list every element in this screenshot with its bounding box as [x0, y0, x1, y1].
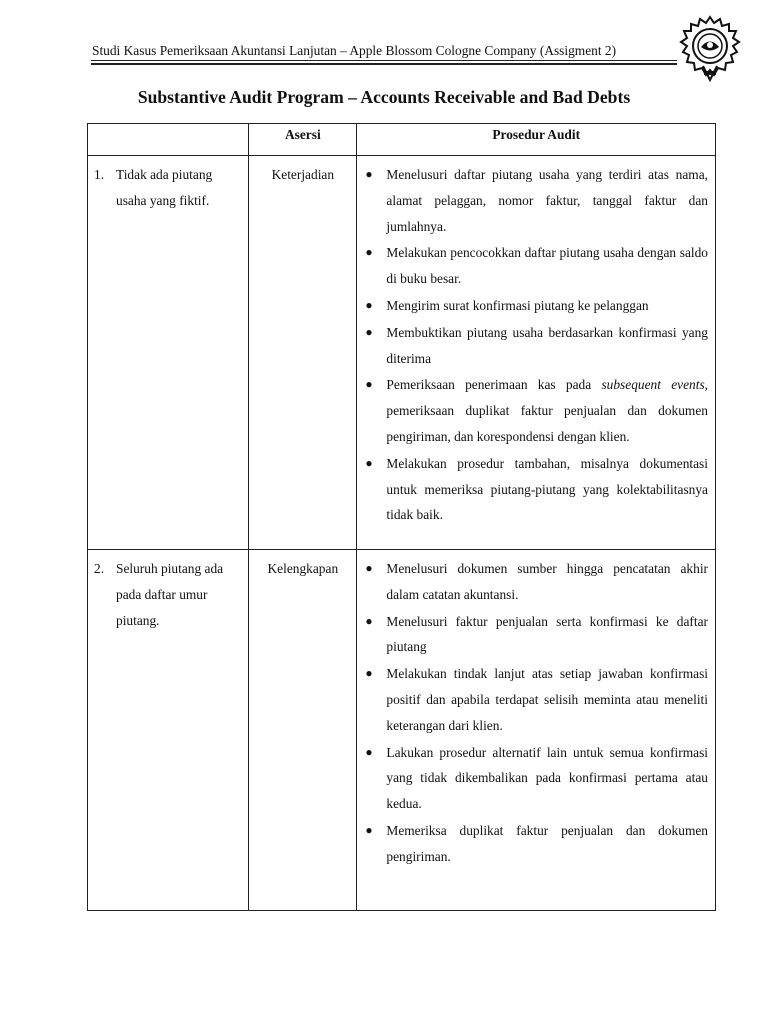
assertion-text: Keterjadian: [271, 167, 335, 182]
header-assertion: Asersi: [249, 124, 357, 156]
assertion-text: Kelengkapan: [267, 561, 339, 576]
header-objective: [88, 124, 249, 156]
table-row: [88, 550, 716, 911]
procedure-item: ● Mengirim surat konfirmasi piutang ke pelanggan: [365, 293, 708, 319]
running-header: Studi Kasus Pemeriksaan Akuntansi Lanjutan – Apple Blossom Cologne Company (Assigment 2): [92, 43, 617, 58]
procedure-item: ● Menelusuri daftar piutang usaha yang terdiri atas nama, alamat pelaggan, nomor faktur, tanggal faktur dan jumlahnya.: [365, 162, 708, 239]
procedure-item: ● Membuktikan piutang usaha berdasarkan konfirmasi yang diterima: [365, 320, 708, 372]
header-rule-thick: [91, 63, 677, 65]
italic-term: subsequent events: [601, 377, 705, 393]
procedure-cell: [357, 550, 716, 911]
header-rule-thin: [91, 60, 677, 61]
document-title: Substantive Audit Program – Accounts Receivable and Bad Debts: [137, 87, 631, 107]
bullet-icon: ●: [365, 561, 373, 575]
objective-text: Seluruh piutang ada pada daftar umur piutang.: [116, 561, 224, 628]
objective-cell: [88, 156, 249, 550]
objective-text: Tidak ada piutang usaha yang fiktif.: [116, 167, 213, 208]
audit-program-table: [87, 123, 716, 911]
row-number: 2.: [94, 561, 105, 576]
objective-cell: [88, 550, 249, 911]
procedure-item: ● Melakukan pencocokkan daftar piutang usaha dengan saldo di buku besar.: [365, 240, 708, 292]
procedure-item: ● Memeriksa duplikat faktur penjualan dan dokumen pengiriman.: [365, 818, 708, 870]
row-number: 1.: [94, 167, 105, 182]
bullet-icon: ●: [365, 245, 373, 260]
procedure-cell: [357, 156, 716, 550]
procedure-item: ● Menelusuri dokumen sumber hingga pencatatan akhir dalam catatan akuntansi.: [365, 556, 708, 608]
assertion-cell: [249, 156, 357, 550]
table-header-row: [88, 124, 716, 156]
bullet-icon: ●: [365, 377, 373, 392]
procedure-item: ● Pemeriksaan penerimaan kas pada subsequent events, pemeriksaan duplikat faktur penjualan dan dokumen pengiriman, dan korespondensi dengan klien.: [365, 372, 708, 449]
header-procedure: Prosedur Audit: [357, 124, 716, 156]
procedure-list: [357, 550, 715, 870]
bullet-icon: ●: [365, 297, 373, 312]
procedure-item: ● Menelusuri faktur penjualan serta konfirmasi ke daftar piutang: [365, 609, 708, 661]
table-row: [88, 156, 716, 550]
assertion-cell: [249, 550, 357, 911]
bullet-icon: ●: [365, 455, 373, 470]
university-seal-icon: [679, 14, 741, 82]
procedure-item: ● Lakukan prosedur alternatif lain untuk semua konfirmasi yang tidak dikembalikan pada konfirmasi pertama atau kedua.: [365, 740, 708, 817]
bullet-icon: ●: [365, 613, 373, 628]
bullet-icon: ●: [365, 666, 373, 681]
procedure-list: [357, 156, 715, 528]
procedure-item: ● Melakukan prosedur tambahan, misalnya dokumentasi untuk memeriksa piutang-piutang yang kolektabilitasnya tidak baik.: [365, 451, 708, 528]
bullet-icon: ●: [365, 324, 373, 339]
bullet-icon: ●: [365, 744, 373, 759]
bullet-icon: ●: [365, 167, 373, 181]
bullet-icon: ●: [365, 822, 373, 837]
procedure-item: ● Melakukan tindak lanjut atas setiap jawaban konfirmasi positif dan apabila terdapat selisih meminta atau meneliti keterangan dari klien.: [365, 661, 708, 738]
